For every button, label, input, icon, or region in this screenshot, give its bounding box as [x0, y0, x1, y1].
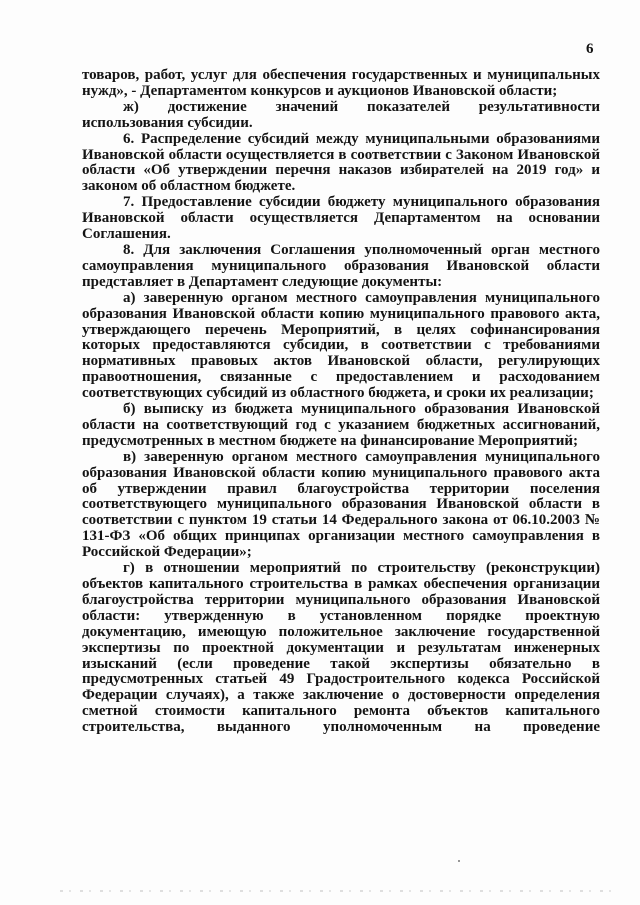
paragraph-item-v: в) заверенную органом местного самоуправления муниципального образования Ивановской области копию муниципального правового акта об утверждении правил благоустройства территории поселения соответствующего муниципального образования Ивановской области в соответствии с пунктом 19 статьи 14 Федерального закона от 06.10.2003 № 131-ФЗ «Об общих принципах организации местного самоуправления в Российской Федерации»; [82, 448, 600, 561]
paragraph-continuation: товаров, работ, услуг для обеспечения государственных и муниципальных нужд», - Департаментом конкурсов и аукционов Ивановской области; [82, 67, 600, 99]
scan-speck [458, 860, 460, 862]
paragraph-item-b: б) выписку из бюджета муниципального образования Ивановской области на соответствующий год с указанием бюджетных ассигнований, предусмотренных в местном бюджете на финансирование Мероприятий; [82, 401, 600, 449]
paragraph-8: 8. Для заключения Соглашения уполномоченный орган местного самоуправления муниципального образования Ивановской области представляет в Департамент следующие документы: [82, 241, 600, 290]
paragraph-item-a: а) заверенную органом местного самоуправления муниципального образования Ивановской области копию муниципального правового акта, утверждающего перечень Мероприятий, в целях софинансирования которых предоставляются субсидии, в соответствии с требованиями нормативных правовых актов Ивановской области, регулирующих правоотношения, связанные с предоставлением и расходованием соответствующих субсидий из областного бюджета, и сроки их реализации; [82, 289, 600, 402]
paragraph-item-zh: ж) достижение значений показателей результативности использования субсидии. [82, 98, 600, 131]
page-number: 6 [586, 41, 594, 57]
document-body [82, 68, 600, 736]
paragraph-item-g: г) в отношении мероприятий по строительству (реконструкции) объектов капитального строительства в рамках обеспечения организации благоустройства территории муниципального образования Ивановской области: утвержденную в установленном порядке проектную документацию, имеющую положительное заключение государственной экспертизы по проектной документации и результатам инженерных изысканий (если проведение такой экспертизы обязательно в предусмотренных статьей 49 Градостроительного кодекса Российской Федерации случаях), а также заключение о достоверности определения сметной стоимости капитального ремонта объектов капитального строительства, выданного уполномоченным на проведение [82, 560, 600, 736]
scan-noise-line [60, 890, 620, 892]
paragraph-6: 6. Распределение субсидий между муниципальными образованиями Ивановской области осуществляется в соответствии с Законом Ивановской области «Об утверждении перечня наказов избирателей на 2019 год» и законом об областном бюджете. [82, 130, 600, 195]
paragraph-7: 7. Предоставление субсидии бюджету муниципального образования Ивановской области осуществляется Департаментом на основании Соглашения. [82, 194, 600, 243]
